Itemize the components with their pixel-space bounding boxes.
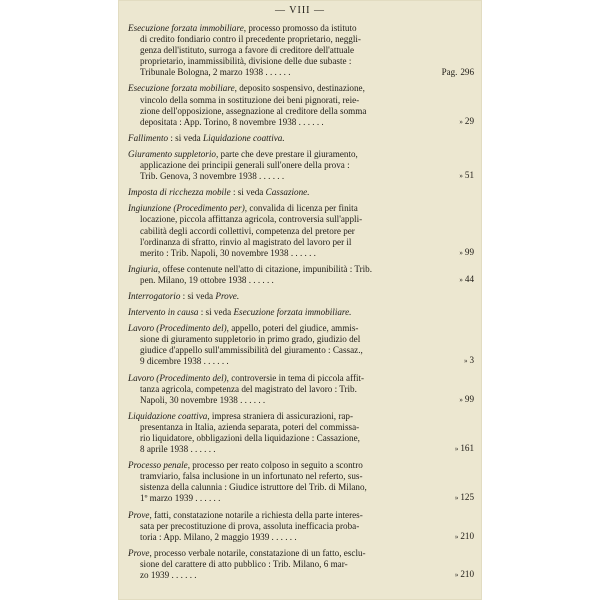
entry-continuation-line (128, 226, 440, 237)
page-number: 210 (460, 569, 474, 580)
leader-dots: . . . . . . (256, 171, 285, 182)
entry-continuation-line (128, 559, 440, 570)
leader-dots: . . . . . . (169, 570, 197, 581)
entry-continuation-line (128, 171, 440, 182)
leader-dots: . . . . . . (246, 274, 274, 285)
ditto-mark: » (459, 117, 463, 126)
entry-description: , controversie in tema di piccola affit- (226, 372, 365, 383)
entry-description: genza dell'istituto, surroga a favore di creditore dell'attuale (140, 45, 355, 56)
entry-title: Esecuzione forzata immobiliare (128, 23, 244, 33)
entry-description: sione del carattere di atto pubblico : Trib. Milano, 6 mar- (140, 558, 348, 569)
entry-text (128, 548, 440, 581)
entry-heading-line (128, 203, 440, 214)
page-number: 125 (460, 492, 474, 503)
page-number: 44 (464, 273, 474, 284)
entry-heading-line (128, 83, 440, 94)
index-entry (128, 411, 474, 455)
entry-description: applicazione dei principii generali sull'onere della prova : (140, 160, 350, 171)
index-entry (128, 264, 474, 286)
entry-continuation-line (128, 45, 440, 56)
entry-continuation-line (128, 570, 440, 581)
entry-title: Interrogatorio (128, 290, 181, 301)
index-entry (128, 373, 474, 406)
entry-text (128, 83, 440, 127)
page-reference (440, 443, 474, 455)
entry-description: , fatti, constatazione notarile a richiesta della parte interes- (149, 509, 363, 520)
entry-heading-line (128, 373, 440, 384)
entry-title: Prove. (215, 290, 240, 301)
entry-description: Trib. Genova, 3 novembre 1938 (140, 171, 257, 182)
entry-title: Ingiuria (128, 263, 158, 274)
page-reference (440, 394, 474, 406)
entry-title: Esecuzione forzata immobiliare. (233, 307, 352, 318)
entry-description: , processo verbale notarile, constatazione di un fatto, esclu- (149, 547, 366, 558)
entry-text (128, 373, 440, 406)
page-number: 99 (464, 246, 474, 257)
entry-continuation-line (128, 532, 440, 543)
entry-title: Giuramento suppletorio (128, 148, 216, 159)
entry-continuation-line (128, 395, 440, 406)
entry-description: , deposito sospensivo, destinazione, (234, 83, 365, 94)
entry-description: sata per precostituzione di prova, assoluta inefficacia proba- (140, 520, 360, 531)
page-reference (440, 355, 474, 367)
entry-title: Imposta di ricchezza mobile (128, 187, 231, 198)
entry-continuation-line (128, 521, 440, 532)
page-reference (440, 274, 474, 286)
entry-continuation-line (128, 345, 440, 356)
entry-heading-line (128, 133, 440, 144)
leader-dots: . . . . . . (263, 67, 291, 78)
entry-continuation-line (128, 482, 440, 493)
entry-continuation-line (128, 106, 440, 117)
entry-description: : si veda (180, 290, 216, 301)
entry-title: Intervento in causa (128, 307, 199, 318)
entry-continuation-line (128, 248, 440, 259)
ditto-mark: » (454, 532, 459, 541)
entry-description: , convalida di licenza per finita (244, 203, 358, 214)
entry-description: , appello, poteri del giudice, ammis- (226, 323, 359, 334)
entry-heading-line (128, 323, 440, 334)
entry-continuation-line (128, 67, 440, 78)
page-reference (440, 247, 474, 259)
ditto-mark: » (454, 445, 459, 454)
entry-continuation-line (128, 275, 440, 286)
index-entry (128, 133, 474, 144)
index-entry (128, 548, 474, 581)
entry-continuation-line (128, 334, 440, 345)
entry-description: proprietario, inammissibilità, divisione delle due subaste : (140, 56, 352, 67)
page-number: 296 (460, 67, 474, 78)
ditto-mark: » (454, 494, 459, 503)
entry-continuation-line (128, 117, 440, 128)
entry-description: locazione, piccola affittanza agricola, controversia sull'appli- (140, 214, 363, 225)
entry-title: Cassazione. (265, 187, 310, 198)
entry-description: di credito fondiario contro il precedente proprietario, neggli- (140, 34, 361, 45)
book-page (118, 0, 482, 600)
entry-text (128, 149, 440, 182)
entry-text (128, 510, 440, 543)
entry-description: presentanza in Italia, azienda separata, poteri del commissa- (140, 421, 360, 432)
page-number: 51 (464, 170, 474, 181)
entry-description: , offese contenute nell'atto di citazione, impunibilità : Trib. (157, 263, 373, 274)
entry-description: , processo per reato colposo in seguito a scontro (187, 460, 363, 471)
entry-heading-line (128, 510, 440, 521)
index-entry (128, 323, 474, 367)
entry-heading-line (128, 291, 440, 302)
entry-text (128, 460, 440, 504)
page-number: 99 (464, 393, 474, 404)
page-reference (440, 170, 474, 182)
entry-description: rio liquidatore, obbligazioni della liquidazione : Cassazione, (140, 433, 360, 443)
entry-continuation-line (128, 433, 440, 444)
page-reference (440, 492, 474, 504)
entry-description: sistenza della calunnia : Giudice istruttore del Trib. di Milano, (140, 482, 367, 493)
entry-description: , impresa straniera di assicurazioni, rap- (207, 410, 354, 421)
index-entry (128, 187, 474, 198)
entry-text (128, 411, 440, 455)
index-entry (128, 510, 474, 543)
leader-dots: . . . . . . (296, 116, 324, 127)
entry-description: Napoli, 30 novembre 1938 (140, 394, 238, 405)
entry-title: Ingiunzione (Procedimento per) (128, 203, 245, 214)
index-entry (128, 203, 474, 258)
entry-continuation-line (128, 444, 440, 455)
entry-title: Liquidazione coattiva. (203, 132, 285, 143)
entry-heading-line (128, 548, 440, 559)
entry-title: Liquidazione coattiva (128, 410, 208, 421)
entry-continuation-line (128, 356, 440, 367)
entry-description: merito : Trib. Napoli, 30 novembre 1938 (140, 247, 289, 258)
entry-heading-line (128, 264, 440, 275)
index-entries (128, 23, 474, 586)
ditto-mark: » (463, 357, 468, 366)
ditto-mark: » (459, 275, 463, 284)
entry-title: Processo penale (128, 460, 188, 471)
ditto-mark: » (459, 172, 463, 181)
entry-continuation-line (128, 34, 440, 45)
entry-description: zione dell'opposizione, assegnazione al creditore della somma (140, 105, 367, 116)
entry-description: , processo promosso da istituto (243, 23, 357, 33)
entry-continuation-line (128, 95, 440, 106)
entry-text (128, 323, 440, 367)
leader-dots: . . . . . . (188, 444, 216, 455)
leader-dots: . . . . . . (269, 531, 297, 542)
entry-continuation-line (128, 384, 440, 395)
entry-heading-line (128, 307, 440, 318)
entry-description: : si veda (198, 307, 234, 318)
entry-text (128, 203, 440, 258)
entry-title: Prove (128, 547, 150, 558)
entry-description: 8 aprile 1938 (140, 444, 189, 455)
entry-continuation-line (128, 493, 440, 504)
page-number: 3 (469, 355, 474, 366)
entry-description: , parte che deve prestare il giuramento, (215, 148, 358, 159)
entry-description: giudice d'appello sull'ammissibilità del giuramento : Cassaz., (140, 345, 363, 356)
index-entry (128, 307, 474, 318)
leader-dots: . . . . . . (201, 356, 229, 367)
entry-description: pen. Milano, 19 ottobre 1938 (140, 274, 247, 285)
entry-heading-line (128, 149, 440, 160)
index-entry (128, 460, 474, 504)
entry-continuation-line (128, 471, 440, 482)
index-entry (128, 23, 474, 78)
entry-heading-line (128, 187, 440, 198)
entry-text (128, 291, 440, 302)
leader-dots: . . . . . . (237, 394, 266, 405)
leader-dots: . . . . . . (288, 247, 316, 258)
entry-description: cabilità degli accordi collettivi, competenza del pretore per (140, 225, 355, 236)
page-number: 29 (464, 115, 474, 126)
entry-description: l'ordinanza di sfratto, rinvio al magistrato del lavoro per il (140, 236, 352, 247)
entry-continuation-line (128, 422, 440, 433)
entry-description: depositata : App. Torino, 8 novembre 1938 (140, 116, 297, 127)
entry-text (128, 133, 440, 144)
entry-description: : si veda (168, 132, 204, 143)
page-reference (440, 67, 474, 78)
entry-heading-line (128, 23, 440, 34)
page-reference (440, 531, 474, 543)
ditto-mark: » (459, 248, 463, 257)
entry-continuation-line (128, 56, 440, 67)
entry-continuation-line (128, 160, 440, 171)
leader-dots: . . . . . . (193, 493, 221, 504)
page-reference (440, 569, 474, 581)
entry-title: Fallimento (128, 132, 169, 143)
entry-title: Esecuzione forzata mobiliare (128, 83, 235, 94)
entry-text (128, 187, 440, 198)
entry-description: vincolo della somma in sostituzione dei beni pignorati, reie- (140, 94, 360, 105)
entry-title: Lavoro (Procedimento del) (128, 372, 227, 383)
entry-heading-line (128, 411, 440, 422)
index-entry (128, 149, 474, 182)
page-number: 210 (460, 530, 474, 541)
page-header: — VIII — (274, 5, 326, 16)
page-reference (440, 116, 474, 128)
entry-text (128, 307, 440, 318)
entry-description: Tribunale Bologna, 2 marzo 1938 (140, 67, 264, 78)
entry-description: : si veda (230, 187, 266, 198)
entry-description: toria : App. Milano, 2 maggio 1939 (140, 531, 270, 542)
entry-title: Prove (128, 509, 150, 520)
ditto-mark: » (459, 395, 463, 404)
page-number: 161 (460, 443, 474, 454)
entry-continuation-line (128, 237, 440, 248)
entry-description: zo 1939 (140, 570, 170, 581)
ditto-mark: » (454, 571, 459, 580)
entry-title: Lavoro (Procedimento del) (128, 323, 227, 334)
entry-description: tramviario, falsa inclusione in un infortunato nel referto, sus- (140, 471, 363, 482)
entry-text (128, 23, 440, 78)
entry-description: 9 dicembre 1938 (140, 356, 202, 367)
page-label: Pag. (441, 67, 458, 78)
entry-text (128, 264, 440, 286)
entry-continuation-line (128, 214, 440, 225)
entry-description: tanza agricola, competenza del magistrato del lavoro : Trib. (140, 383, 357, 394)
index-entry (128, 291, 474, 302)
entry-heading-line (128, 460, 440, 471)
entry-description: sione di giuramento suppletorio in primo grado, giudizio del (140, 334, 361, 345)
index-entry (128, 83, 474, 127)
entry-description: 1º marzo 1939 (140, 493, 194, 504)
